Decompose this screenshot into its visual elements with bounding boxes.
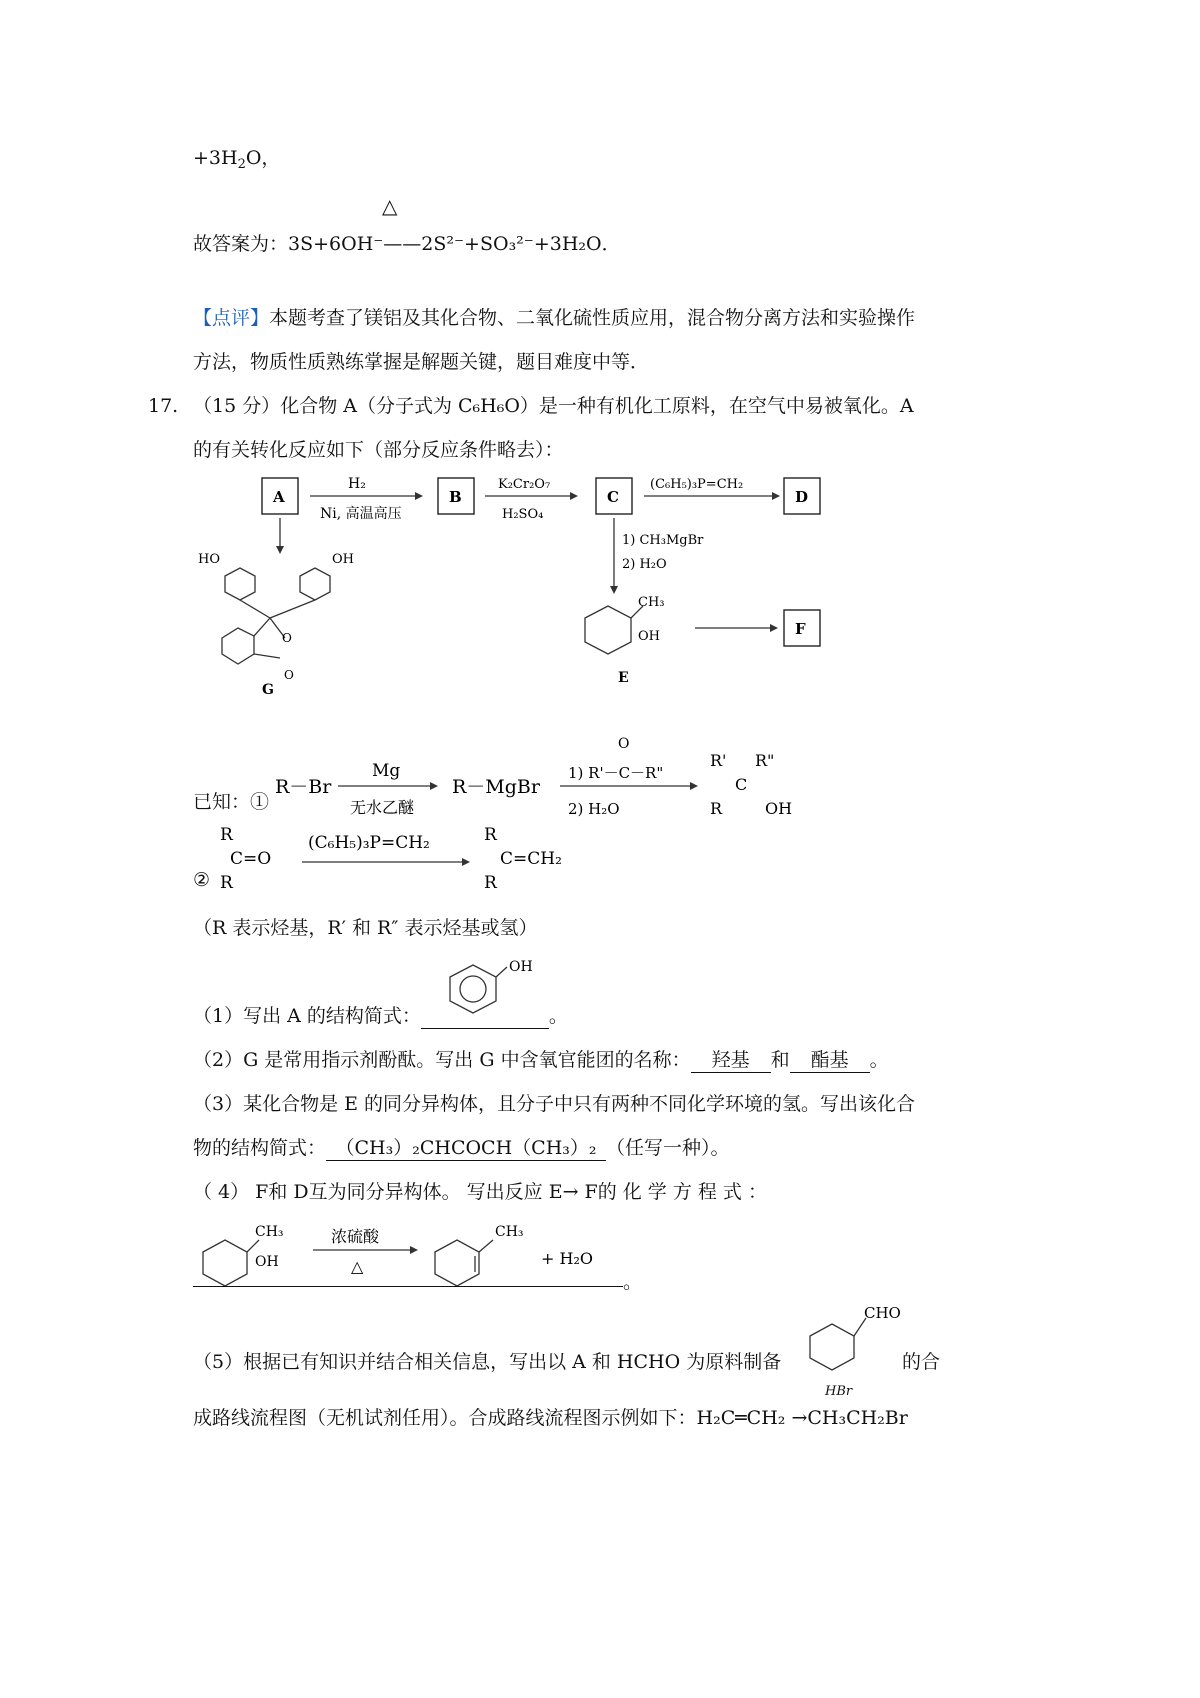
label-C: C <box>607 488 619 506</box>
q2-answer-1: 羟基 <box>691 1048 771 1073</box>
label-B: B <box>449 488 462 506</box>
q5-cho: CHO <box>864 1304 901 1322</box>
q5-example-equation: H₂C═CH₂ →CH₃CH₂Br <box>696 1407 908 1429</box>
label-G: G <box>262 682 274 698</box>
r-br: R－Br <box>275 776 332 798</box>
w-r1: R <box>220 825 233 845</box>
q4-line: （ 4） F和 D互为同分异构体。 写出反应 E→ F的 化 学 方 程 式 ： <box>193 1181 767 1203</box>
product-oh: OH <box>765 799 793 818</box>
q4-answer-underline <box>193 1286 623 1287</box>
known-wittig <box>190 818 610 908</box>
r-mgbr: R－MgBr <box>452 776 540 798</box>
q5-end: 的合 <box>902 1351 941 1373</box>
q2-answer-2: 酯基 <box>790 1048 870 1073</box>
compound-E <box>585 595 665 686</box>
q4-plus-water: + H₂O <box>541 1249 593 1268</box>
w-reagent: (C₆H₅)₃P=CH₂ <box>308 833 430 853</box>
e-ch3: CH₃ <box>638 595 665 610</box>
equation-tail: $+3H_2O$， <box>193 147 281 172</box>
bc-top-label: K₂Cr₂O₇ <box>498 477 551 492</box>
q4-e-oh: OH <box>255 1254 279 1270</box>
known-label-2: ② <box>193 869 211 891</box>
review-line-2: 方法，物质性质熟练掌握是解题关键，题目难度中等． <box>193 351 650 373</box>
review-line-1: 【点评】本题考查了镁铝及其化合物、二氧化硫性质应用，混合物分离方法和实验操作 <box>193 307 916 329</box>
g-oh: OH <box>332 552 354 567</box>
question-text-1: （15 分）化合物 A（分子式为 C₆H₆O）是一种有机化工原料，在空气中易被氧化。A <box>193 395 914 417</box>
question-number: 17. <box>148 395 179 417</box>
ce-step-1: 1) CH₃MgBr <box>622 533 704 548</box>
question-text-2: 的有关转化反应如下（部分反应条件略去）： <box>193 439 564 461</box>
ether-label: 无水乙醚 <box>350 798 415 817</box>
q2-line: （2）G 是常用指示剂酚酞。写出 G 中含氧官能团的名称： 羟基 和 酯基 。 <box>193 1049 889 1071</box>
w-cch2: C=CH₂ <box>500 849 562 869</box>
q4-equation <box>195 1212 635 1292</box>
ce-step-2: 2) H₂O <box>622 557 667 572</box>
q4-condition-heat: △ <box>351 1257 364 1276</box>
product-r1: R' <box>710 751 727 770</box>
known-label-1: 已知：① <box>193 791 270 813</box>
w-r2: R <box>220 873 233 893</box>
review-tag: 【点评】 <box>193 307 270 329</box>
label-A: A <box>273 488 285 506</box>
phenol-oh: OH <box>509 959 533 975</box>
e-oh: OH <box>638 629 660 644</box>
ab-top-label: H₂ <box>348 476 366 492</box>
step2-label: 2) H₂O <box>568 800 620 818</box>
q3-line-2: 物的结构简式： （CH₃）₂CHCOCH（CH₃）₂ （任写一种）。 <box>193 1137 730 1159</box>
ketone-o: O <box>618 736 630 752</box>
q4-end: 。 <box>623 1271 643 1293</box>
q5-hbr: HBr <box>825 1384 853 1399</box>
g-ho: HO <box>198 552 220 567</box>
w-r4: R <box>484 873 497 893</box>
q5-line-2: 成路线流程图（无机试剂任用）。合成路线流程图示例如下：H₂C═CH₂ →CH₃CH₂Br <box>193 1407 908 1429</box>
q3-line-1: （3）某化合物是 E 的同分异构体，且分子中只有两种不同化学环境的氢。写出该化合 <box>193 1093 916 1115</box>
compound-G <box>198 552 354 698</box>
product-r3: R <box>710 799 723 818</box>
product-c: C <box>735 775 748 794</box>
cd-top-label: (C₆H₅)₃P=CH₂ <box>650 477 744 492</box>
ab-bottom-label: Ni, 高温高压 <box>320 506 402 522</box>
q3-answer: （CH₃）₂CHCOCH（CH₃）₂ <box>326 1136 606 1161</box>
g-carbonyl-oxygen: O <box>284 668 294 682</box>
q4-condition-acid: 浓硫酸 <box>331 1227 380 1246</box>
w-r3: R <box>484 825 497 845</box>
reaction-scheme <box>180 468 900 718</box>
q5-line-1: （5）根据已有知识并结合相关信息，写出以 A 和 HCHO 为原料制备 <box>193 1351 782 1373</box>
q4-f-ch3: CH₃ <box>495 1224 524 1240</box>
g-ring-oxygen: O <box>282 631 292 645</box>
product-r2: R" <box>755 751 775 770</box>
label-E: E <box>618 670 629 686</box>
bc-bottom-label: H₂SO₄ <box>502 507 544 522</box>
heat-triangle-icon: △ <box>382 194 398 218</box>
label-F: F <box>795 620 806 638</box>
w-co: C=O <box>230 849 272 869</box>
answer-line: 故答案为：3S+6OH⁻——2S²⁻+SO₃²⁻+3H₂O． <box>193 233 621 255</box>
q1-line: （1）写出 A 的结构简式： 。 <box>193 1005 568 1027</box>
phenol-structure <box>435 955 545 1025</box>
q4-e-ch3: CH₃ <box>255 1224 284 1240</box>
target-aldehyde-structure <box>800 1296 910 1376</box>
mg-label: Mg <box>372 761 401 781</box>
known-note: （R 表示烃基，R′ 和 R″ 表示烃基或氢） <box>193 917 538 939</box>
label-D: D <box>795 488 809 506</box>
step1-label: 1) R'－C－R" <box>568 764 664 782</box>
